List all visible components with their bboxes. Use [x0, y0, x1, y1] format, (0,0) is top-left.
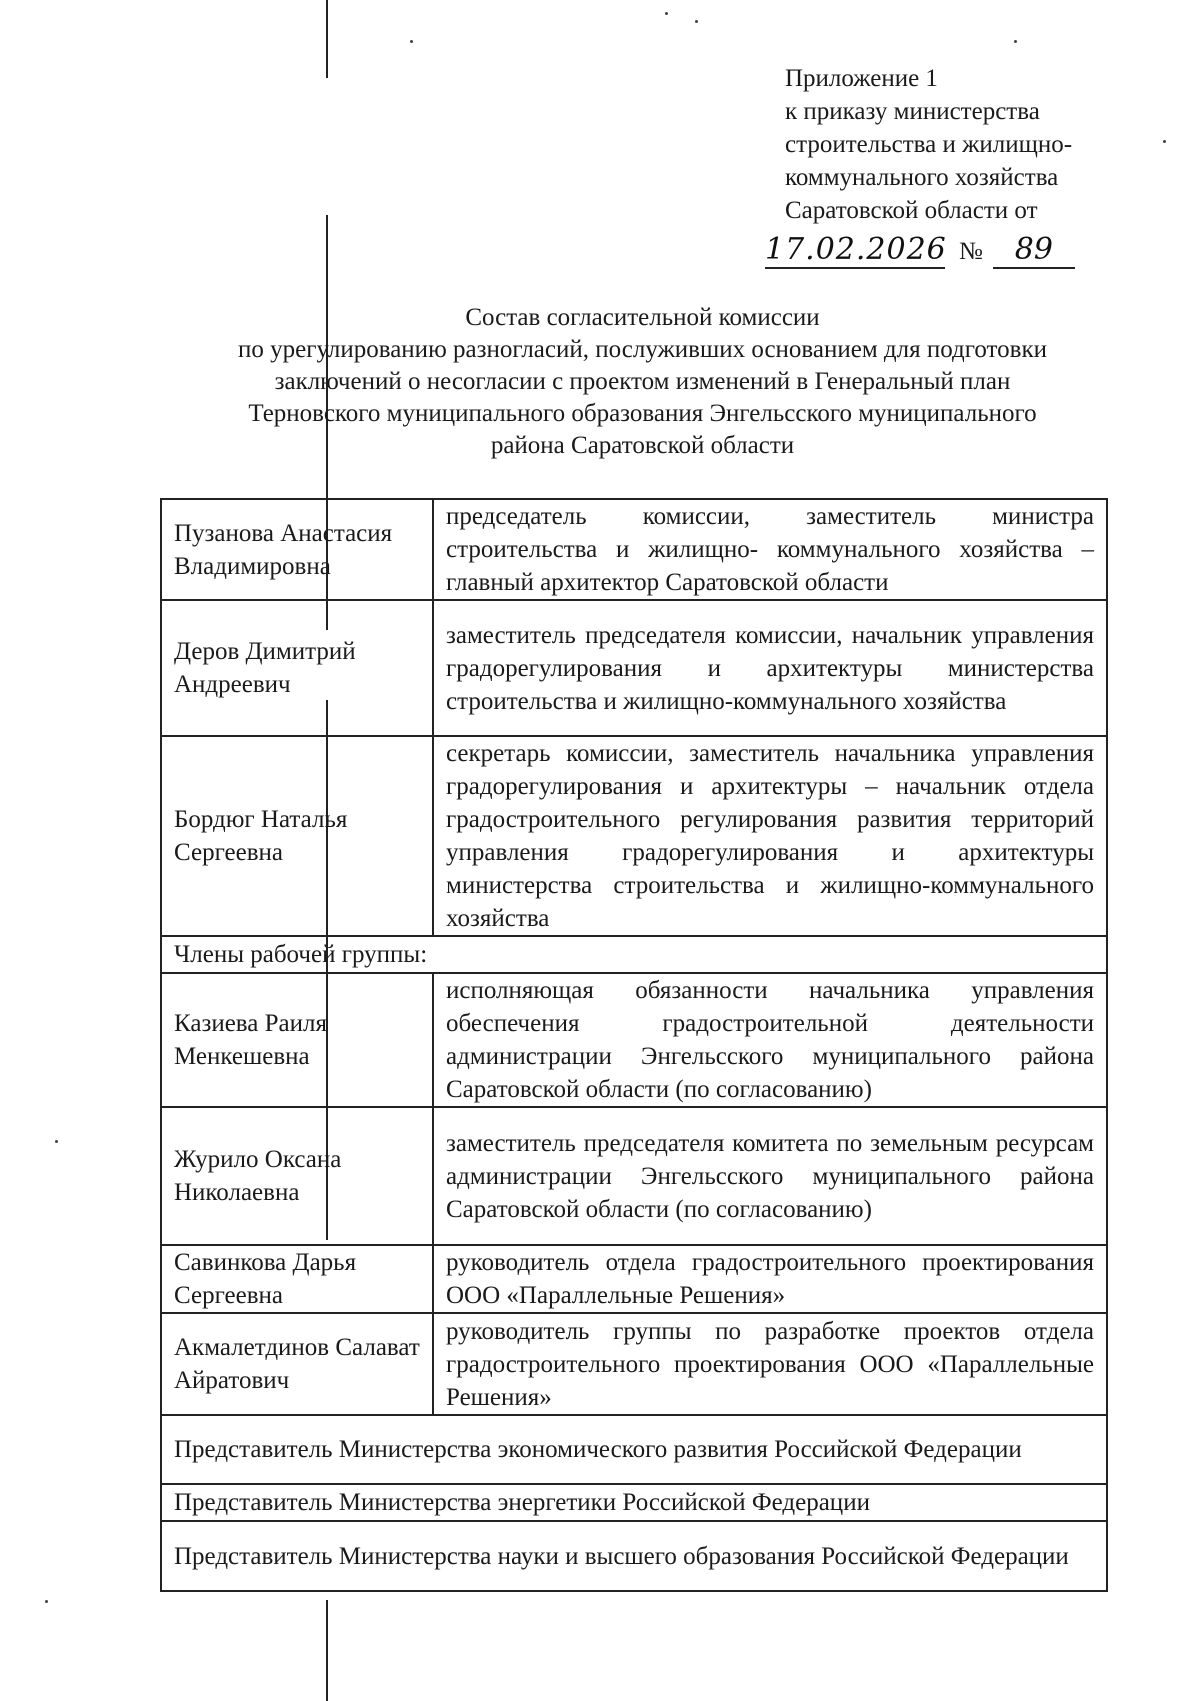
member-role: заместитель председателя комиссии, начальник управления градорегулирования и архитектуры министерства строительства и жилищно-коммунального хозяйства — [433, 600, 1107, 736]
appendix-line: коммунального хозяйства — [785, 164, 1059, 191]
scan-speck — [45, 1600, 48, 1603]
table-row — [161, 736, 1107, 936]
appendix-line: к приказу министерства — [785, 98, 1040, 125]
commission-table — [160, 498, 1108, 1592]
member-name: Акмалетдинов Салават Айратович — [161, 1313, 433, 1415]
title-line: района Саратовской области — [490, 432, 795, 459]
table-row — [161, 600, 1107, 736]
member-name: Казиева Раиля Менкешевна — [161, 973, 433, 1107]
member-role: руководитель отдела градостроительного проектирования ООО «Параллельные Решения» — [433, 1245, 1107, 1313]
member-role: руководитель группы по разработке проектов отдела градостроительного проектирования ООО «Параллельные Решения» — [433, 1313, 1107, 1415]
scan-speck — [695, 20, 698, 23]
member-role: заместитель председателя комитета по земельным ресурсам администрации Энгельсского муниципального района Саратовской области (по согласованию) — [433, 1107, 1107, 1245]
appendix-line: строительства и жилищно- — [785, 131, 1073, 158]
handwritten-order-date: 17.02.2026 — [765, 232, 947, 267]
title-line: заключений о несогласии с проектом изменений в Генеральный план — [274, 368, 1011, 395]
table-row — [161, 1245, 1107, 1313]
scan-fold-line — [326, 1600, 328, 1701]
table-row — [161, 973, 1107, 1107]
scan-fold-line — [326, 0, 328, 78]
table-row — [161, 936, 1107, 973]
table-row — [161, 1415, 1107, 1484]
order-number-label: № — [959, 238, 983, 265]
appendix-line: Саратовской области от — [785, 197, 1038, 224]
representative: Представитель Министерства науки и высшего образования Российской Федерации — [161, 1521, 1107, 1591]
table-row — [161, 1521, 1107, 1591]
title-line: Состав согласительной комиссии — [465, 304, 820, 331]
document-title — [150, 302, 1135, 462]
title-line: Терновского муниципального образования Энгельсского муниципального — [248, 400, 1037, 427]
table-row — [161, 1313, 1107, 1415]
appendix-header — [785, 62, 1072, 227]
scan-speck — [1014, 40, 1017, 43]
representative: Представитель Министерства экономического развития Российской Федерации — [161, 1415, 1107, 1484]
scan-speck — [665, 12, 668, 15]
table-row — [161, 499, 1107, 600]
working-group-heading: Члены рабочей группы: — [161, 936, 1107, 973]
scan-speck — [55, 1140, 58, 1143]
member-role: секретарь комиссии, заместитель начальника управления градорегулирования и архитектуры – начальник отдела градостроительного регулирования развития территорий управления градорегулирования и архитектуры министерства строительства и жилищно-коммунального хозяйства — [433, 736, 1107, 936]
member-role: председатель комиссии, заместитель министра строительства и жилищно- коммунального хозяйства – главный архитектор Саратовской области — [433, 499, 1107, 600]
representative: Представитель Министерства энергетики Российской Федерации — [161, 1484, 1107, 1521]
member-name: Бордюг Наталья Сергеевна — [161, 736, 433, 936]
title-line: по урегулированию разногласий, послуживших основанием для подготовки — [238, 336, 1047, 363]
handwritten-order-number: 89 — [993, 232, 1075, 269]
member-name: Савинкова Дарья Сергеевна — [161, 1245, 433, 1313]
scan-speck — [1163, 140, 1166, 143]
appendix-line: Приложение 1 — [785, 65, 938, 92]
order-date-number — [765, 232, 1075, 268]
member-name: Журило Оксана Николаевна — [161, 1107, 433, 1245]
table-row — [161, 1484, 1107, 1521]
table-row — [161, 1107, 1107, 1245]
member-name: Пузанова Анастасия Владимировна — [161, 499, 433, 600]
member-role: исполняющая обязанности начальника управления обеспечения градостроительной деятельности администрации Энгельсского муниципального района Саратовской области (по согласованию) — [433, 973, 1107, 1107]
scan-speck — [410, 40, 413, 43]
member-name: Деров Димитрий Андреевич — [161, 600, 433, 736]
